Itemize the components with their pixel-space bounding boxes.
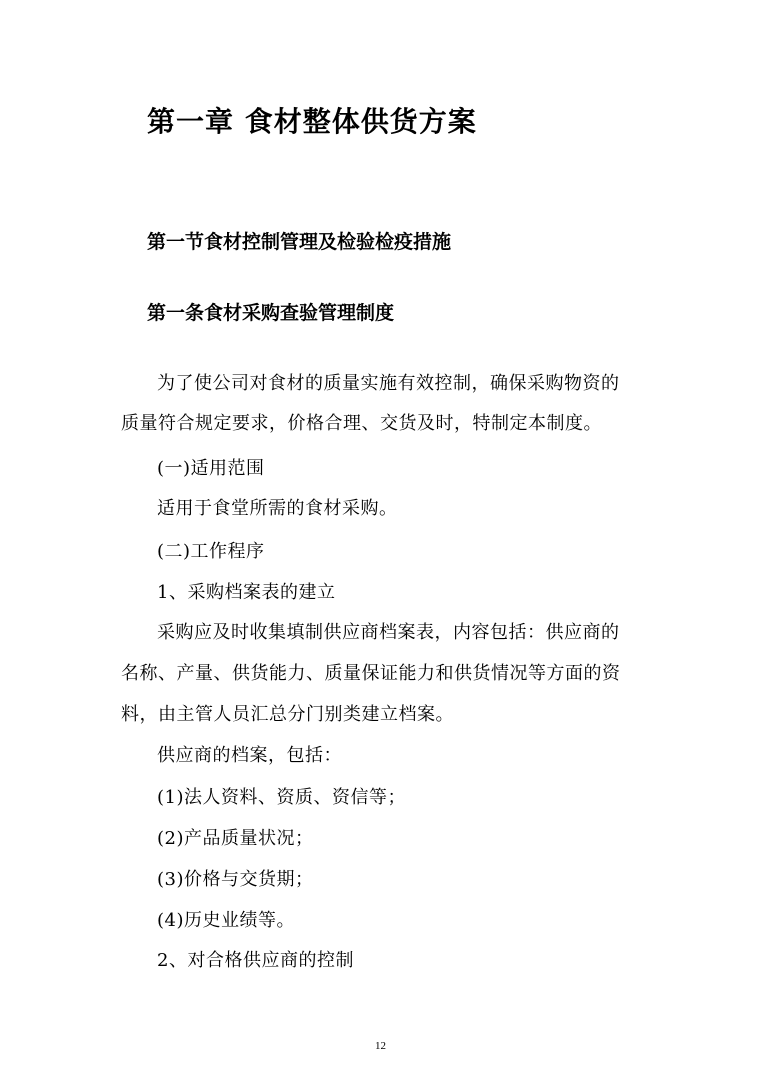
section-title: 第一节食材控制管理及检验检疫措施 [147,231,452,253]
list-item: (2)产品质量状况； [157,828,314,849]
paragraph-line: 料，由主管人员汇总分门别类建立档案。 [121,704,454,725]
procedure-heading: (二)工作程序 [157,541,265,562]
list-item: (3)价格与交货期； [157,869,314,890]
paragraph-line: 质量符合规定要求，价格合理、交货及时，特制定本制度。 [121,413,602,434]
page-number: 12 [375,1040,386,1052]
list-item: (4)历史业绩等。 [157,910,295,931]
paragraph-line: 为了使公司对食材的质量实施有效控制，确保采购物资的 [157,373,620,394]
paragraph-line: 名称、产量、供货能力、质量保证能力和供货情况等方面的资 [121,663,621,684]
list-item: (1)法人资料、资质、资信等； [157,787,406,808]
scope-heading: (一)适用范围 [157,458,265,479]
step1-heading: 1、采购档案表的建立 [157,582,336,603]
archive-intro: 供应商的档案，包括： [157,745,342,766]
paragraph-line: 采购应及时收集填制供应商档案表，内容包括：供应商的 [157,622,620,643]
step2-heading: 2、对合格供应商的控制 [157,950,354,971]
article-title: 第一条食材采购查验管理制度 [147,302,395,324]
scope-text: 适用于食堂所需的食材采购。 [157,498,398,519]
chapter-title: 第一章 食材整体供货方案 [147,105,477,138]
